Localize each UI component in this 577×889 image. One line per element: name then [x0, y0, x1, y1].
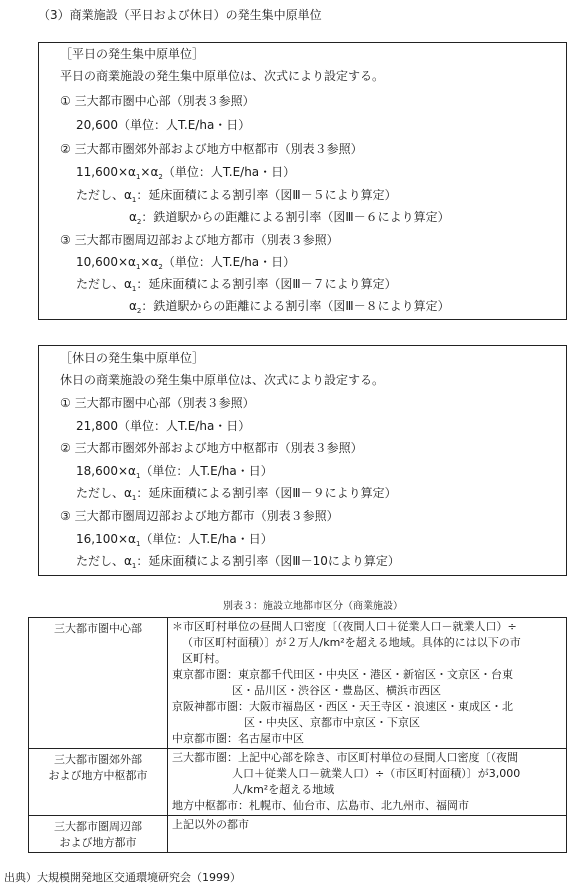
weekday-item2-note1: ただし、$\alpha_1$：延床面積による割引率（図Ⅲ－５により算定） — [76, 188, 397, 204]
holiday-item1-formula: 21,800（単位：人T.E/ha・日） — [76, 419, 251, 433]
row1-label: 三大都市圏中心部 — [29, 618, 168, 749]
weekday-intro: 平日の商業施設の発生集中原単位は、次式により設定する。 — [60, 69, 385, 83]
row2-line: 三大都市圏：上記中心部を除き、市区町村単位の昼間人口密度〔（夜間 — [172, 751, 519, 764]
row2-label-line2: および地方中枢都市 — [48, 769, 148, 782]
row2-label — [29, 749, 168, 816]
row1-line: ＊市区町村単位の昼間人口密度〔（夜間人口＋従業人口－就業人口）÷ — [172, 620, 517, 633]
holiday-item2-note1: ただし、$\alpha_1$：延床面積による割引率（図Ⅲ－９により算定） — [76, 486, 397, 502]
holiday-header: ［休日の発生集中原単位］ — [60, 351, 205, 365]
holiday-item3-formula: $16,100\times\alpha_1$（単位：人T.E/ha・日） — [76, 532, 273, 548]
row2-line: 人口＋従業人口－就業人口）÷（市区町村面積）〕が3,000 — [232, 767, 521, 780]
weekday-item2-formula: $11,600\times\alpha_1\times\alpha_2$（単位：人T.E/ha・日） — [76, 165, 296, 181]
weekday-item1-title: ① 三大都市圏中心部（別表３参照） — [60, 94, 255, 108]
row3-label-line2: および地方都市 — [59, 836, 137, 849]
row2-line: 地方中枢都市：札幌市、仙台市、広島市、北九州市、福岡市 — [172, 799, 469, 812]
holiday-item1-title: ① 三大都市圏中心部（別表３参照） — [60, 396, 255, 410]
holiday-item2-title: ② 三大都市圏郊外部および地方中枢都市（別表３参照） — [60, 441, 363, 455]
row2-content — [168, 749, 567, 816]
weekday-item2-note2: $\alpha_2$：鉄道駅からの距離による割引率（図Ⅲ－６により算定） — [129, 210, 450, 226]
holiday-item2-formula: $18,600\times\alpha_1$（単位：人T.E/ha・日） — [76, 464, 273, 480]
holiday-item3-note1: ただし、$\alpha_1$：延床面積による割引率（図Ⅲ－10により算定） — [76, 554, 400, 570]
weekday-header: ［平日の発生集中原単位］ — [60, 47, 205, 61]
weekday-item1-formula: 20,600（単位：人T.E/ha・日） — [76, 118, 251, 132]
weekday-item2-title: ② 三大都市圏郊外部および地方中枢都市（別表３参照） — [60, 142, 363, 156]
row1-content — [168, 618, 567, 749]
row2-line: 人/km²を超える地域 — [232, 783, 335, 796]
table-caption: 別表３：施設立地都市区分（商業施設） — [223, 601, 403, 612]
row3-label — [29, 816, 168, 853]
source-note: 出典）大規模開発地区交通環境研究会（1999） — [4, 871, 241, 884]
table-row — [29, 749, 567, 816]
weekday-item3-title: ③ 三大都市圏周辺部および地方都市（別表３参照） — [60, 233, 339, 247]
weekday-item3-note2: $\alpha_2$：鉄道駅からの距離による割引率（図Ⅲ－８により算定） — [129, 299, 450, 315]
row3-content: 上記以外の都市 — [168, 816, 567, 853]
weekday-item3-note1: ただし、$\alpha_1$：延床面積による割引率（図Ⅲ－７により算定） — [76, 277, 397, 293]
section-title: （3）商業施設（平日および休日）の発生集中原単位 — [38, 8, 322, 22]
row3-label-line1: 三大都市圏周辺部 — [54, 820, 142, 833]
row1-line: 区町村。 — [182, 652, 226, 665]
land-classification-table — [28, 617, 567, 853]
row1-line: 区・品川区・渋谷区・豊島区、横浜市西区 — [232, 684, 441, 697]
table-row — [29, 816, 567, 853]
row1-line: 京阪神都市圏：大阪市福島区・西区・天王寺区・浪速区・東成区・北 — [172, 700, 513, 713]
holiday-intro: 休日の商業施設の発生集中原単位は、次式により設定する。 — [60, 373, 385, 387]
row1-line: （市区町村面積）〕が２万人/km²を超える地域。具体的には以下の市 — [182, 636, 521, 649]
row1-line: 東京都市圏：東京都千代田区・中央区・港区・新宿区・文京区・台東 — [172, 668, 513, 681]
row1-line: 中京都市圏：名古屋市中区 — [172, 732, 304, 745]
table-row — [29, 618, 567, 749]
weekday-item3-formula: $10,600\times\alpha_1\times\alpha_2$（単位：人T.E/ha・日） — [76, 255, 296, 271]
row1-line: 区・中央区、京都市中京区・下京区 — [244, 716, 420, 729]
holiday-item3-title: ③ 三大都市圏周辺部および地方都市（別表３参照） — [60, 509, 339, 523]
row2-label-line1: 三大都市圏郊外部 — [54, 753, 142, 766]
